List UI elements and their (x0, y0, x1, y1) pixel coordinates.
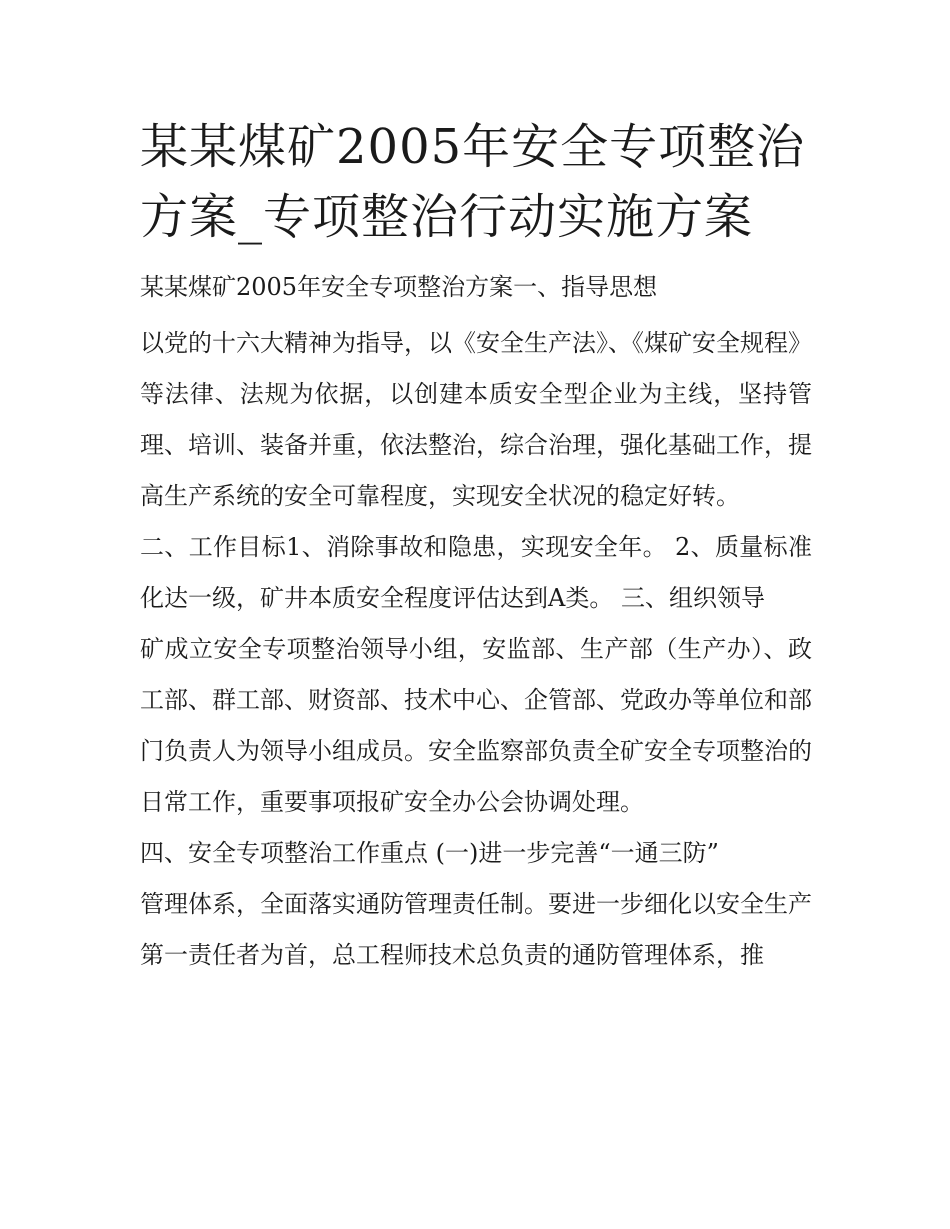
paragraph-key-points-heading: 四、安全专项整治工作重点 (一)进一步完善“一通三防” (140, 839, 719, 867)
document-title: 某某煤矿2005年安全专项整治方案_专项整治行动实施方案 (140, 119, 806, 245)
paragraph-management-system: 管理体系，全面落实通防管理责任制。要进一步细化以安全生产第一责任者为首，总工程师技术总负责的通防管理体系，推 (140, 890, 812, 969)
paragraph-guiding-ideology-heading: 某某煤矿2005年安全专项整治方案一、指导思想 (140, 273, 658, 301)
paragraph-guiding-ideology: 以党的十六大精神为指导，以《安全生产法》、《煤矿安全规程》等法律、法规为依据，以创建本质安全型企业为主线，坚持管理、培训、装备并重，依法整治，综合治理，强化基础工作，提高生产系统的安全可靠程度，实现安全状况的稳定好转。 (140, 329, 812, 510)
paragraph-work-goals: 二、工作目标1、消除事故和隐患，实现安全年。 2、质量标准化达一级，矿井本质安全程度评估达到A类。 三、组织领导 (140, 533, 812, 612)
paragraph-organization: 矿成立安全专项整治领导小组，安监部、生产部（生产办）、政工部、群工部、财资部、技术中心、企管部、党政办等单位和部门负责人为领导小组成员。安全监察部负责全矿安全专项整治的日常工作，重要事项报矿安全办公会协调处理。 (140, 635, 812, 816)
document-page (140, 112, 812, 981)
